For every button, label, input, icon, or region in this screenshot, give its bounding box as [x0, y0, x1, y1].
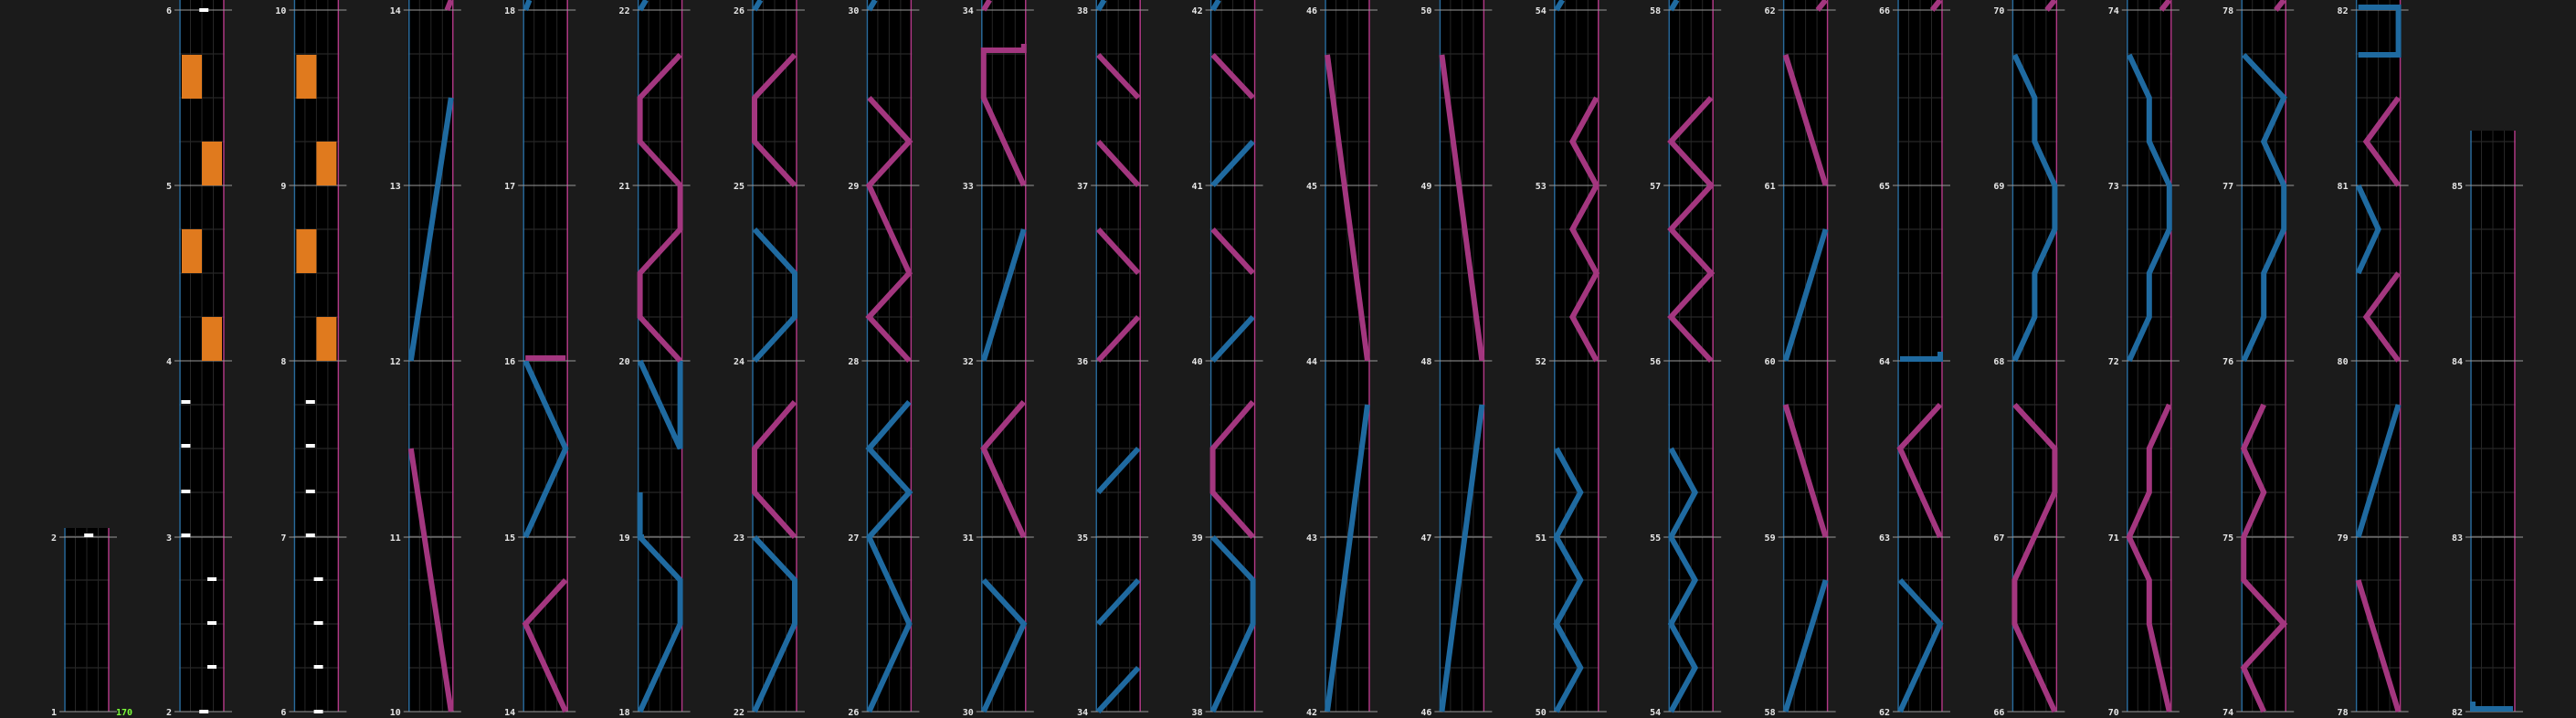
- measure-number: 24: [733, 357, 744, 367]
- measure-number: 35: [1077, 533, 1089, 544]
- chip-note: [181, 444, 190, 448]
- chip-note: [306, 400, 315, 404]
- bpm-label: 170: [116, 708, 133, 718]
- chip-note: [306, 490, 315, 493]
- measure-number: 81: [2337, 182, 2349, 192]
- fx-hold: [296, 229, 316, 273]
- measure-number: 54: [1535, 6, 1547, 16]
- measure-number: 66: [1993, 708, 2005, 718]
- measure-number: 9: [280, 182, 287, 192]
- measure-number: 19: [618, 533, 630, 544]
- measure-number: 53: [1535, 182, 1547, 192]
- measure-number: 6: [165, 6, 172, 16]
- measure-number: 46: [1420, 708, 1432, 718]
- measure-number: 27: [848, 533, 860, 544]
- measure-number: 63: [1878, 533, 1890, 544]
- fx-hold: [296, 55, 316, 99]
- measure-number: 10: [389, 708, 401, 718]
- measure-number: 66: [1878, 6, 1890, 16]
- chip-note: [181, 533, 190, 537]
- measure-number: 20: [618, 357, 630, 367]
- measure-number: 38: [1077, 6, 1089, 16]
- measure-number: 68: [1993, 357, 2005, 367]
- fx-hold: [182, 229, 202, 273]
- measure-number: 18: [618, 708, 630, 718]
- measure-number: 10: [275, 6, 287, 16]
- measure-number: 84: [2451, 357, 2463, 367]
- fx-hold: [202, 142, 222, 185]
- measure-number: 30: [848, 6, 860, 16]
- measure-number: 76: [2222, 357, 2234, 367]
- chip-note: [199, 8, 208, 12]
- measure-number: 74: [2222, 708, 2234, 718]
- chip-note: [84, 533, 93, 537]
- measure-number: 2: [50, 533, 57, 544]
- measure-number: 23: [733, 533, 744, 544]
- measure-number: 34: [962, 6, 974, 16]
- chip-note: [207, 621, 216, 625]
- measure-number: 29: [848, 182, 860, 192]
- measure-number: 70: [2107, 708, 2119, 718]
- measure-number: 36: [1077, 357, 1089, 367]
- measure-number: 44: [1305, 357, 1317, 367]
- measure-number: 14: [389, 6, 401, 16]
- measure-number: 22: [618, 6, 630, 16]
- measure-number: 59: [1764, 533, 1776, 544]
- chip-note: [306, 533, 315, 537]
- measure-number: 34: [1077, 708, 1089, 718]
- chip-note: [314, 710, 323, 713]
- measure-number: 55: [1650, 533, 1662, 544]
- measure-number: 8: [280, 357, 287, 367]
- measure-number: 42: [1305, 708, 1317, 718]
- measure-number: 74: [2107, 6, 2119, 16]
- measure-number: 65: [1878, 182, 1890, 192]
- measure-number: 38: [1191, 708, 1203, 718]
- measure-number: 32: [962, 357, 974, 367]
- measure-number: 58: [1650, 6, 1662, 16]
- measure-number: 72: [2107, 357, 2119, 367]
- measure-number: 41: [1191, 182, 1203, 192]
- right-laser: [447, 0, 450, 10]
- measure-number: 18: [504, 6, 516, 16]
- measure-number: 26: [848, 708, 860, 718]
- measure-number: 25: [733, 182, 744, 192]
- measure-number: 50: [1535, 708, 1547, 718]
- measure-number: 21: [618, 182, 630, 192]
- measure-number: 30: [962, 708, 974, 718]
- measure-number: 1: [50, 708, 57, 718]
- measure-number: 31: [962, 533, 974, 544]
- measure-number: 78: [2222, 6, 2234, 16]
- measure-number: 40: [1191, 357, 1203, 367]
- measure-number: 78: [2337, 708, 2349, 718]
- measure-number: 49: [1420, 182, 1432, 192]
- measure-number: 5: [165, 182, 172, 192]
- measure-number: 37: [1077, 182, 1089, 192]
- left-laser: [525, 0, 529, 10]
- measure-number: 13: [389, 182, 401, 192]
- chip-note: [207, 577, 216, 581]
- measure-number: 56: [1650, 357, 1662, 367]
- measure-number: 57: [1650, 182, 1662, 192]
- fx-hold: [316, 142, 336, 185]
- measure-number: 67: [1993, 533, 2005, 544]
- chip-note: [306, 444, 315, 448]
- measure-number: 17: [504, 182, 516, 192]
- measure-number: 26: [733, 6, 744, 16]
- measure-number: 85: [2451, 182, 2463, 192]
- measure-number: 2: [165, 708, 172, 718]
- measure-number: 54: [1650, 708, 1662, 718]
- measure-number: 75: [2222, 533, 2234, 544]
- chip-note: [199, 710, 208, 713]
- measure-number: 82: [2451, 708, 2463, 718]
- measure-number: 69: [1993, 182, 2005, 192]
- measure-number: 11: [389, 533, 401, 544]
- measure-number: 33: [962, 182, 974, 192]
- measure-number: 62: [1764, 6, 1776, 16]
- chip-note: [207, 665, 216, 669]
- measure-number: 22: [733, 708, 744, 718]
- measure-number: 83: [2451, 533, 2463, 544]
- measure-number: 50: [1420, 6, 1432, 16]
- measure-number: 52: [1535, 357, 1547, 367]
- chip-note: [181, 490, 190, 493]
- fx-hold: [182, 55, 202, 99]
- fx-hold: [316, 317, 336, 361]
- measure-number: 15: [504, 533, 516, 544]
- chip-note: [314, 665, 323, 669]
- measure-number: 80: [2337, 357, 2349, 367]
- measure-number: 62: [1878, 708, 1890, 718]
- measure-number: 42: [1191, 6, 1203, 16]
- measure-number: 39: [1191, 533, 1203, 544]
- measure-number: 43: [1305, 533, 1317, 544]
- chip-note: [314, 621, 323, 625]
- measure-number: 73: [2107, 182, 2119, 192]
- measure-number: 3: [165, 533, 172, 544]
- fx-hold: [202, 317, 222, 361]
- measure-number: 60: [1764, 357, 1776, 367]
- measure-number: 47: [1420, 533, 1432, 544]
- measure-number: 70: [1993, 6, 2005, 16]
- measure-number: 6: [280, 708, 287, 718]
- measure-number: 7: [280, 533, 287, 544]
- measure-number: 48: [1420, 357, 1432, 367]
- measure-number: 28: [848, 357, 860, 367]
- measure-number: 58: [1764, 708, 1776, 718]
- measure-number: 77: [2222, 182, 2234, 192]
- measure-number: 4: [165, 357, 172, 367]
- chip-note: [314, 577, 323, 581]
- chip-note: [181, 400, 190, 404]
- measure-number: 71: [2107, 533, 2119, 544]
- measure-number: 61: [1764, 182, 1776, 192]
- measure-number: 64: [1878, 357, 1890, 367]
- measure-number: 82: [2337, 6, 2349, 16]
- measure-number: 16: [504, 357, 516, 367]
- measure-number: 45: [1305, 182, 1317, 192]
- measure-number: 51: [1535, 533, 1547, 544]
- lanes-layer: [59, 0, 2523, 712]
- measure-number: 79: [2337, 533, 2349, 544]
- measure-number: 46: [1305, 6, 1317, 16]
- measure-number: 14: [504, 708, 516, 718]
- measure-number: 12: [389, 357, 401, 367]
